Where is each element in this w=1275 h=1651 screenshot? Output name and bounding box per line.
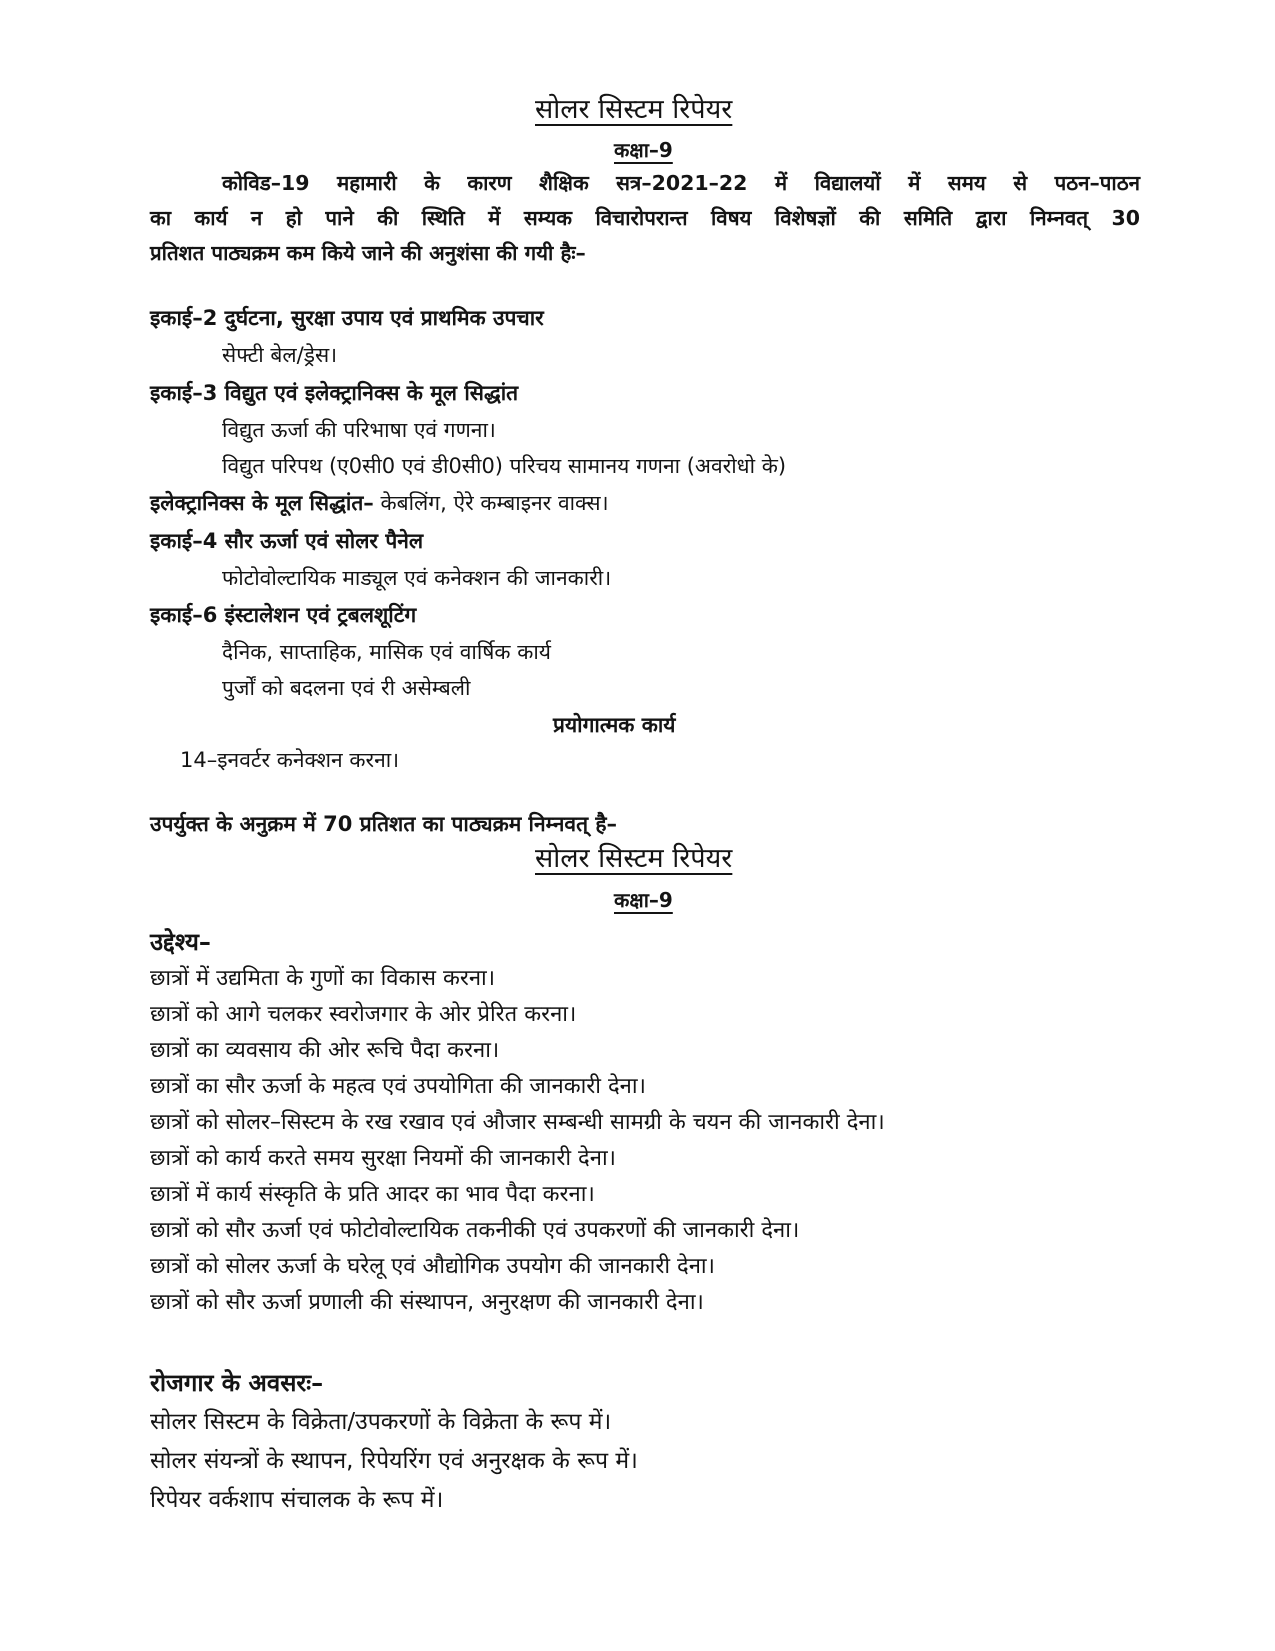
- objective-item: छात्रों को सौर ऊर्जा प्रणाली की संस्थापन, अनुरक्षण की जानकारी देना।: [150, 1290, 704, 1315]
- electronics-label: इलेक्ट्रानिक्स के मूल सिद्धांत–: [150, 491, 374, 515]
- objective-item: छात्रों को सोलर–सिस्टम के रख रखाव एवं औजार सम्बन्धी सामग्री के चयन की जानकारी देना।: [150, 1110, 885, 1135]
- electronics-line: [150, 493, 609, 514]
- objective-item: छात्रों को आगे चलकर स्वरोजगार के ओर प्रेरित करना।: [150, 1002, 577, 1027]
- unit2-heading: इकाई–2 दुर्घटना, सुरक्षा उपाय एवं प्राथमिक उपचार: [150, 306, 544, 330]
- unit3-item-1: विद्युत ऊर्जा की परिभाषा एवं गणना।: [222, 418, 496, 442]
- objective-item: छात्रों को कार्य करते समय सुरक्षा नियमों की जानकारी देना।: [150, 1146, 616, 1171]
- objective-item: छात्रों में उद्यमिता के गुणों का विकास करना।: [150, 966, 496, 991]
- unit6-item-1: दैनिक, साप्ताहिक, मासिक एवं वार्षिक कार्य: [222, 640, 551, 664]
- section2-title: सोलर सिस्टम रिपेयर: [535, 843, 733, 874]
- unit3-heading: इकाई–3 विद्युत एवं इलेक्ट्रानिक्स के मूल सिद्धांत: [150, 381, 519, 405]
- unit4-item-1: फोटोवोल्टायिक माड्यूल एवं कनेक्शन की जानकारी।: [222, 566, 612, 590]
- objective-item: छात्रों का सौर ऊर्जा के महत्व एवं उपयोगिता की जानकारी देना।: [150, 1074, 646, 1099]
- objectives-heading: उद्देश्य–: [150, 928, 211, 956]
- intro-line-1: कोविड–19 महामारी के कारण शैक्षिक सत्र–2021–22 में विद्यालयों में समय से पठन–पाठन: [222, 171, 1140, 195]
- unit3-item-2: विद्युत परिपथ (ए0सी0 एवं डी0सी0) परिचय सामानय गणना (अवरोधो के): [222, 454, 787, 478]
- objective-item: छात्रों को सोलर ऊर्जा के घरेलू एवं औद्योगिक उपयोग की जानकारी देना।: [150, 1254, 715, 1279]
- employment-item: सोलर संयन्त्रों के स्थापन, रिपेयरिंग एवं अनुरक्षक के रूप में।: [150, 1448, 638, 1474]
- employment-item: रिपेयर वर्कशाप संचालक के रूप में।: [150, 1487, 444, 1513]
- employment-item: सोलर सिस्टम के विक्रेता/उपकरणों के विक्रेता के रूप में।: [150, 1409, 612, 1435]
- unit4-heading: इकाई–4 सौर ऊर्जा एवं सोलर पैनेल: [150, 529, 424, 553]
- unit2-item-1: सेफ्टी बेल/ड्रेस।: [222, 343, 338, 367]
- electronics-text: केबलिंग, ऐरे कम्बाइनर वाक्स।: [373, 491, 609, 515]
- section2-lead: उपर्युक्त के अनुक्रम में 70 प्रतिशत का पाठ्यक्रम निम्नवत् है–: [150, 812, 617, 836]
- section1-title: सोलर सिस्टम रिपेयर: [535, 94, 733, 125]
- practical-heading: प्रयोगात्मक कार्य: [553, 713, 676, 737]
- objective-item: छात्रों को सौर ऊर्जा एवं फोटोवोल्टायिक तकनीकी एवं उपकरणों की जानकारी देना।: [150, 1218, 800, 1243]
- unit6-item-2: पुर्जों को बदलना एवं री असेम्बली: [222, 676, 471, 700]
- objective-item: छात्रों का व्यवसाय की ओर रूचि पैदा करना।: [150, 1038, 500, 1063]
- section1-class-label: कक्षा–9: [614, 138, 673, 162]
- intro-line-3: प्रतिशत पाठ्यक्रम कम किये जाने की अनुशंसा की गयी हैः–: [150, 241, 586, 265]
- intro-line-2: का कार्य न हो पाने की स्थिति में सम्यक विचारोपरान्त विषय विशेषज्ञों की समिति द्वारा निम्नवत् 30: [150, 206, 1140, 230]
- practical-item: 14–इनवर्टर कनेक्शन करना।: [180, 748, 400, 772]
- section2-class-label: कक्षा–9: [614, 888, 673, 912]
- objective-item: छात्रों में कार्य संस्कृति के प्रति आदर का भाव पैदा करना।: [150, 1182, 595, 1207]
- unit6-heading: इकाई–6 इंस्टालेशन एवं ट्रबलशूटिंग: [150, 603, 417, 627]
- employment-heading: रोजगार के अवसरः–: [150, 1369, 324, 1397]
